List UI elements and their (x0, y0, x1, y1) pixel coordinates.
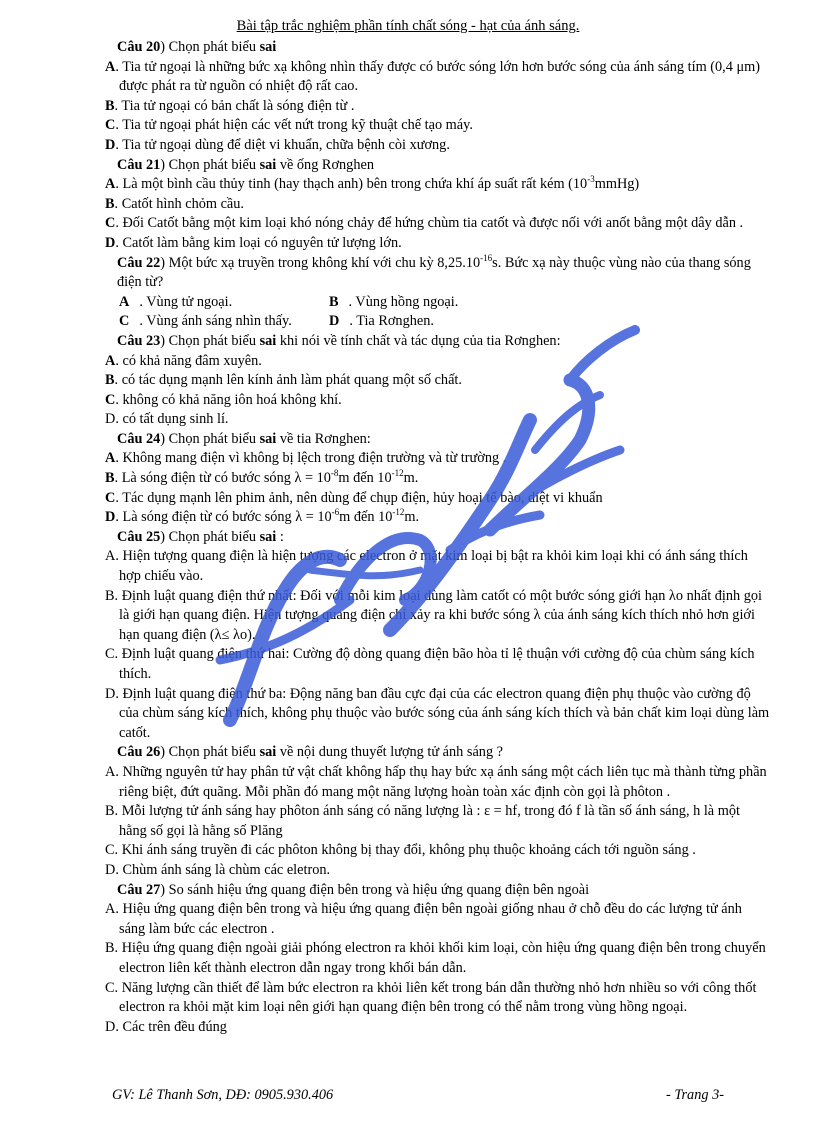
answer-option-b (105, 587, 771, 646)
keyword-sai: sai (259, 744, 277, 761)
option-text: . Chùm ánh sáng là chùm các eletron. (115, 861, 331, 878)
answer-option-b (105, 939, 771, 978)
answer-option-a (105, 547, 771, 586)
answer-option-d (105, 1018, 771, 1038)
answer-option-c (105, 116, 771, 136)
answer-option-a (105, 449, 771, 469)
option-text: . Tia tử ngoại có bản chất là sóng điện từ . (114, 97, 355, 114)
question-text: ) Chọn phát biểu (160, 156, 260, 173)
option-letter: C (105, 391, 116, 408)
superscript: -12 (392, 507, 405, 518)
answer-option-c (119, 312, 329, 332)
footer-page-number: - Trang 3- (666, 1087, 724, 1103)
option-text: . Định luật quang điện thứ ba: Động năng ban đầu cực đại của các electron quang điện phụ thuộc vào cường độ của chùm sáng kích thích, không phụ thuộc vào bước sóng của ánh sáng kích thích và bản chất kim loại dùng làm catốt. (115, 685, 770, 741)
option-text: . Catốt làm bằng kim loại có nguyên tử lượng lớn. (115, 234, 402, 251)
option-text: m. (404, 509, 420, 526)
option-text: . Đối Catốt bằng một kim loại khó nóng chảy để hứng chùm tia catốt và được nối với anốt bằng một dây dẫn . (115, 215, 744, 232)
option-text: . có tất dụng sinh lí. (115, 411, 229, 428)
answer-option-d (105, 685, 771, 744)
question-number: Câu 21 (117, 156, 161, 173)
option-letter: C (105, 117, 116, 134)
question-title (105, 332, 771, 352)
question-number: Câu 23 (117, 332, 161, 349)
superscript: -16 (480, 252, 493, 263)
option-text: . Khi ánh sáng truyền đi các phôton không bị thay đổi, không phụ thuộc khoảng cách tới nguồn sáng . (114, 842, 696, 859)
option-letter: B (105, 195, 115, 212)
option-letter: C (105, 646, 115, 663)
question-title (105, 430, 771, 450)
question-text-tail: về tia Rơnghen: (276, 430, 371, 447)
answer-option-c (105, 391, 771, 411)
answer-option-b (105, 802, 771, 841)
question-text-end: : (276, 528, 284, 545)
footer-author: GV: Lê Thanh Sơn, DĐ: 0905.930.406 (112, 1087, 334, 1103)
option-letter: B (105, 940, 115, 957)
page-header (0, 18, 816, 35)
question-number: Câu 22 (117, 254, 161, 271)
option-letter: C (105, 489, 116, 506)
answer-option-a (105, 900, 771, 939)
header-title: Bài tập trắc nghiệm phần tính chất sóng - hạt của ánh sáng. (236, 18, 580, 34)
option-text: . Là sóng điện từ có bước sóng λ = 10 (115, 509, 332, 526)
page-footer (112, 1087, 724, 1104)
option-text: . Vùng hồng ngoại. (348, 293, 459, 310)
option-text: . không có khả năng iôn hoá không khí. (115, 391, 342, 408)
answer-option-d (105, 136, 771, 156)
question-title (105, 528, 771, 548)
question-number: Câu 20 (117, 39, 161, 55)
answer-option-a (119, 293, 329, 313)
question-text-tail: về ống Rơnghen (276, 156, 374, 173)
answer-option-d (105, 410, 771, 430)
question-text-tail: khi nói về tính chất và tác dụng của tia Rơnghen: (276, 332, 561, 349)
option-text: . Tác dụng mạnh lên phim ảnh, nên dùng để chụp điện, hủy hoại tế bào, diệt vi khuẩn (115, 489, 603, 506)
answer-option-c (105, 489, 771, 509)
option-letter: C (105, 215, 116, 232)
keyword-sai: sai (259, 528, 277, 545)
superscript: -3 (587, 174, 595, 185)
answer-option-d (105, 234, 771, 254)
option-letter: D (105, 411, 116, 428)
superscript: -6 (331, 507, 340, 518)
question-number: Câu 25 (117, 528, 161, 545)
option-letter: B (105, 587, 115, 604)
questions-container (105, 38, 771, 1037)
option-letter: A (119, 293, 130, 310)
option-text: . Những nguyên tử hay phân tử vật chất không hấp thụ hay bức xạ ánh sáng một cách liên tục mà thành từng phần riêng biệt, đứt quãng. Mỗi phần đó mang một năng lượng hoàn toàn xác định còn gọi là phôton . (115, 763, 767, 800)
option-letter: A (105, 548, 116, 565)
option-letter: D (105, 234, 116, 251)
answer-grid (105, 293, 771, 332)
keyword-sai: sai (259, 430, 277, 447)
option-letter: D (329, 313, 340, 330)
option-text: . có khả năng đâm xuyên. (115, 352, 262, 369)
question-text: ) Chọn phát biểu (160, 430, 260, 447)
option-letter: A (105, 176, 116, 193)
option-text: . Hiệu ứng quang điện bên trong và hiệu ứng quang điện bên ngoài giống nhau ở chỗ đều do các lượng tử ánh sáng làm bức các electron . (115, 901, 742, 937)
option-letter: A (105, 450, 116, 467)
question-text: ) Chọn phát biểu (160, 744, 260, 761)
option-text: . Định luật quang điện thứ nhất: Đối với mỗi kim loại dùng làm catốt có một bước sóng giới hạn λo nhất định gọi là giới hạn quang điện. Hiện tượng quang điện chỉ xảy ra khi bước sóng λ của ánh sáng kích thích nhỏ hơn giới hạn quang điện (λ≤ λo). (114, 587, 763, 643)
option-letter: C (105, 842, 115, 859)
option-letter: A (105, 763, 116, 780)
question-number: Câu 26 (117, 744, 161, 761)
option-letter: D (105, 136, 116, 153)
question-text-tail: s. Bức xạ này thuộc vùng nào của thang sóng điện từ? (117, 254, 751, 291)
keyword-sai: sai (259, 39, 277, 55)
option-text: m. (403, 470, 419, 487)
option-text: . Định luật quang điện thứ hai: Cường độ dòng quang điện bão hòa tỉ lệ thuận với cường độ của chùm sáng kích thích. (114, 646, 755, 682)
question-text-tail: về nội dung thuyết lượng tử ánh sáng ? (276, 744, 504, 761)
answer-option-c (105, 645, 771, 684)
question-text: ) So sánh hiệu ứng quang điện bên trong và hiệu ứng quang điện bên ngoài (160, 881, 590, 898)
option-letter: A (105, 352, 116, 369)
question-title (105, 38, 771, 58)
superscript: -8 (330, 468, 339, 479)
question-text: ) Chọn phát biểu (160, 39, 260, 55)
option-text: . Catốt hình chỏm cầu. (114, 195, 244, 212)
answer-option-b (105, 97, 771, 117)
option-text: . Tia Rơnghen. (349, 313, 434, 330)
superscript: -12 (391, 468, 404, 479)
answer-option-b (329, 293, 569, 313)
option-text: . Không mang điện vì không bị lệch trong điện trường và từ trường . (115, 450, 507, 467)
answer-option-b (105, 371, 771, 391)
keyword-sai: sai (259, 156, 277, 173)
option-letter: D (105, 509, 116, 526)
option-text: . Tia tử ngoại phát hiện các vết nứt trong kỹ thuật chế tạo máy. (115, 117, 473, 134)
option-text: . có tác dụng mạnh lên kính ảnh làm phát quang một số chất. (114, 372, 462, 389)
question-text: ) Chọn (160, 528, 204, 545)
question-number: Câu 27 (117, 881, 161, 898)
question-title (105, 254, 771, 293)
option-text: . Tia tử ngoại dùng để diệt vi khuẩn, chữa bệnh còi xương. (115, 136, 450, 153)
option-text: . Vùng tử ngoại. (139, 293, 233, 310)
option-letter: B (105, 803, 115, 820)
option-text: mmHg) (594, 176, 640, 193)
answer-option-d (105, 861, 771, 881)
option-letter: B (105, 372, 115, 389)
option-letter: A (105, 901, 116, 918)
option-text: . Hiệu ứng quang điện ngoài giải phóng electron ra khỏi khối kim loại, còn hiệu ứng quang điện bên trong chuyển electron liên kết thành electron dẫn ngay trong khối bán dẫn. (114, 940, 766, 976)
option-text: . Mỗi lượng tử ánh sáng hay phôton ánh sáng có năng lượng là : ε = hf, trong đó f là tần số ánh sáng, h là một hằng số gọi là hằng số Plăng (114, 803, 740, 839)
option-letter: C (105, 979, 115, 996)
option-letter: A (105, 58, 116, 75)
question-title (105, 743, 771, 763)
question-text: ) Một bức xạ truyền trong không khí với chu kỳ 8,25.10 (160, 254, 481, 271)
question-text-tail: phát biểu (203, 528, 260, 545)
option-text: m đến 10 (339, 509, 393, 526)
answer-option-d (105, 508, 771, 528)
question-text: ) Chọn phát biểu (160, 332, 260, 349)
answer-option-b (105, 469, 771, 489)
option-text: . Là sóng điện từ có bước sóng λ = 10 (114, 470, 331, 487)
option-letter: C (119, 313, 130, 330)
option-letter: D (105, 1018, 116, 1035)
answer-option-b (105, 195, 771, 215)
option-text: . Hiện tượng quang điện là hiện tượng các electron ở mặt kim loại bị bật ra khỏi kim loại khi có ánh sáng thích hợp chiếu vào. (115, 548, 748, 585)
question-title (105, 156, 771, 176)
answer-option-c (105, 841, 771, 861)
option-letter: D (105, 685, 116, 702)
answer-option-d (329, 312, 569, 332)
option-text: m đến 10 (338, 470, 392, 487)
question-number: Câu 24 (117, 430, 161, 447)
option-text: . Là một bình cầu thủy tinh (hay thạch anh) bên trong chứa khí áp suất rất kém (10 (115, 176, 588, 193)
answer-option-c (105, 979, 771, 1018)
keyword-sai: sai (259, 332, 277, 349)
answer-option-c (105, 214, 771, 234)
answer-option-a (105, 175, 771, 195)
option-text: . Năng lượng cần thiết để làm bức electron ra khỏi liên kết trong bán dẫn thường nhỏ hơn nhiều so với công thốt electron ra khỏi mặt kim loại nên giới hạn quang điện bên trong có thể nằm trong vùng hồng ngoại. (114, 979, 757, 1016)
answer-option-a (105, 352, 771, 372)
option-text: . Vùng ánh sáng nhìn thấy. (139, 313, 292, 330)
option-text: . Tia tử ngoại là những bức xạ không nhìn thấy được có bước sóng lớn hơn bước sóng của ánh sáng tím (0,4 μm) được phát ra từ nguồn có nhiệt độ rất cao. (115, 58, 761, 95)
option-text: . Các trên đều đúng (115, 1018, 227, 1035)
option-letter: B (329, 293, 339, 310)
answer-option-a (105, 763, 771, 802)
question-title (105, 881, 771, 901)
option-letter: B (105, 97, 115, 114)
option-letter: D (105, 861, 116, 878)
answer-option-a (105, 58, 771, 97)
option-letter: B (105, 470, 115, 487)
